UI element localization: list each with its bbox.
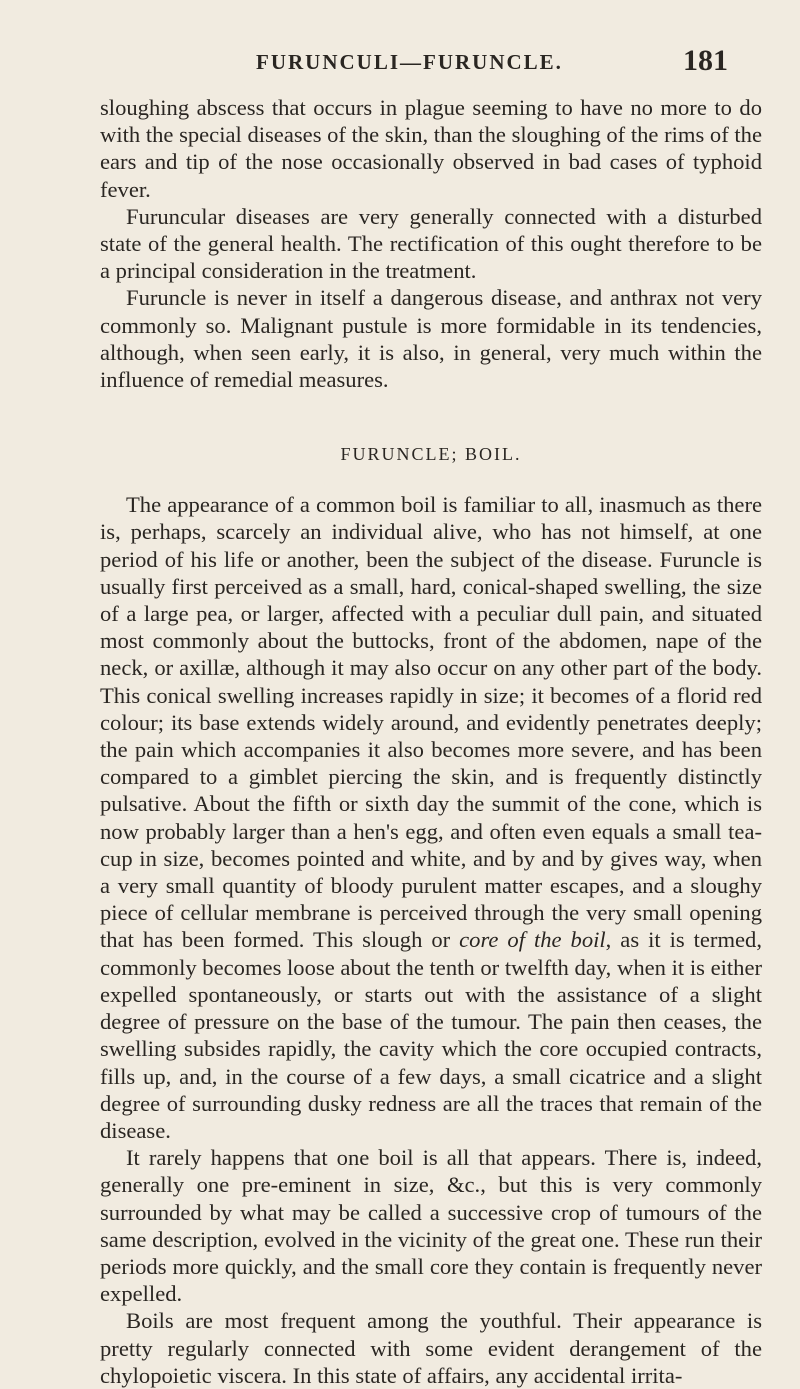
page-body xyxy=(100,94,762,1389)
running-title: FURUNCULI—FURUNCLE. xyxy=(256,50,563,74)
paragraph-continued: sloughing abscess that occurs in plague seeming to have no more to do with the special diseases of the skin, than the sloughing of the rims of the ears and tip of the nose occasionally observed in bad cases of typhoid fever. xyxy=(100,95,762,202)
paragraph-boils-youthful: Boils are most frequent among the youthful. Their appearance is pretty regularly connected with some evident derangement of the chylopoietic viscera. In this state of affairs, any accidental irrita- xyxy=(100,1308,762,1388)
paragraph-text-start: The appearance of a common boil is familiar to all, inasmuch as there is, perhaps, scarcely an individual alive, who has not himself, at one period of his life or another, been the subject of the disease. Furuncle is usually first perceived as a small, hard, conical-shaped swelling, the size of a large pea, or larger, affected with a peculiar dull pain, and situated most commonly about the buttocks, front of the abdomen, nape of the neck, or axillæ, although it may also occur on any other part of the body. This conical swelling increases rapidly in size; it becomes of a florid red colour; its base extends widely around, and evidently penetrates deeply; the pain which accompanies it also becomes more severe, and has been compared to a gimblet piercing the skin, and is frequently distinctly pulsative. About the fifth or sixth day the summit of the cone, which is now probably larger than a hen's egg, and often even equals a small tea-cup in size, becomes pointed and white, and by and by gives way, when a very small quantity of bloody purulent matter escapes, and a sloughy piece of cellular membrane is perceived through the very small opening that has been formed. This slough or xyxy=(100,492,762,953)
paragraph-general-health: Furuncular diseases are very generally connected with a disturbed state of the general health. The rectification of this ought therefore to be a principal consideration in the treatment. xyxy=(100,203,762,284)
paragraph-successive-crop: It rarely happens that one boil is all that appears. There is, indeed, generally one pre-eminent in size, &c., but this is very commonly surrounded by what may be called a successive crop of tumours of the same description, evolved in the vicinity of the great one. These run their periods more quickly, and the small core they contain is frequently never expelled. xyxy=(100,1145,762,1307)
section-heading: FURUNCLE; BOIL. xyxy=(340,444,522,465)
page-number: 181 xyxy=(683,44,728,77)
paragraph-furuncle-danger: Furuncle is never in itself a dangerous disease, and anthrax not very commonly so. Malignant pustule is more formidable in its tendencies, although, when seen early, it is also, in general, very much within the influence of remedial measures. xyxy=(100,285,762,393)
italic-term: core of the boil xyxy=(459,927,606,953)
paragraph-text-end: , as it is termed, commonly becomes loose about the tenth or twelfth day, when it is either expelled spontaneously, or starts out with the assistance of a slight degree of pressure on the base of the tumour. The pain then ceases, the swelling subsides rapidly, the cavity which the core occupied contracts, fills up, and, in the course of a few days, a small cicatrice and a slight degree of surrounding dusky redness are all the traces that remain of the disease. xyxy=(100,927,762,1143)
paragraph-boil-appearance xyxy=(100,491,762,1144)
running-head xyxy=(102,44,728,84)
